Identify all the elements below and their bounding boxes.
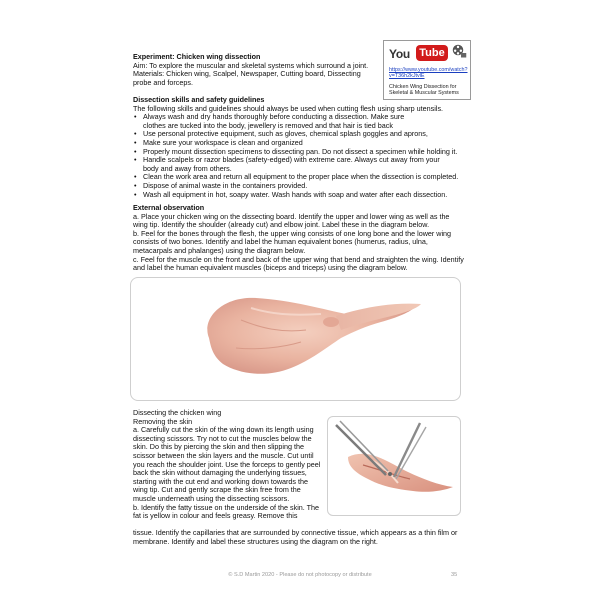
dissecting-subheading: Removing the skin xyxy=(133,416,193,426)
list-item: • Make sure your workspace is clean and organized xyxy=(133,139,473,148)
experiment-materials-line2: probe and forceps. xyxy=(133,77,193,87)
list-item: • Use personal protective equipment, such as gloves, chemical splash goggles and aprons, xyxy=(133,130,473,139)
external-para-b: b. Feel for the bones through the flesh, the upper wing consists of one long bone and the lower wing consists of two bones. Identify and label the human equivalent bones (humerus, radius, ulna, metacarpals and phalanges) using the diagram below. xyxy=(133,228,452,255)
list-item: • Clean the work area and return all equipment to the proper place when the dissection is completed. xyxy=(133,173,473,182)
skills-bullet-list xyxy=(133,113,473,199)
youtube-caption: Chicken Wing Dissection for Skeletal & Muscular Systems xyxy=(389,84,459,97)
page-number: 35 xyxy=(451,572,458,578)
list-item: • Handle scalpels or razor blades (safety-edged) with extreme care. Always cut away from your body and away from others. xyxy=(133,156,443,173)
dissecting-para-a: a. Carefully cut the skin of the wing down its length using dissecting scissors. Try not to cut the muscles below the skin. Do this by piercing the skin and then slipping the scissor between the skin layers and the muscle. Cut until you reach the shoulder joint. Use the forceps to gently peel back the skin without damaging the underlying tissues, starting with the cut end and working down towards the wing tip. Cut and gently scrape the skin free from the muscle underneath using the dissecting scissors. xyxy=(133,425,321,503)
external-para-c: c. Feel for the muscle on the front and back of the upper wing that bend and straighten the wing. Identify and label the human equivalent muscles (biceps and triceps) using the diagram below. xyxy=(133,254,464,273)
list-item: • Dispose of animal waste in the containers provided. xyxy=(133,182,473,191)
list-item: • Always wash and dry hands thoroughly before conducting a dissection. Make sure clothes are tucked into the body, jewellery is removed and that hair is tied back xyxy=(133,113,428,130)
youtube-video-card[interactable] xyxy=(383,40,471,100)
film-reel-icon xyxy=(452,44,467,59)
dissection-scissors-photo xyxy=(327,416,461,516)
experiment-section xyxy=(133,53,378,87)
dissecting-para-b-continued: tissue. Identify the capillaries that are surrounded by connective tissue, which appears as a thin film or membrane. Identify and label these structures using the diagram on the right. xyxy=(133,528,458,546)
dissecting-section xyxy=(133,409,321,521)
external-observation-section xyxy=(133,204,465,273)
skills-heading: Dissection skills and safety guidelines xyxy=(133,95,265,104)
footer-copyright: © S.D Martin 2020 - Please do not photocopy or distribute xyxy=(228,572,372,578)
dissecting-heading: Dissecting the chicken wing xyxy=(133,408,222,417)
chicken-wing-photo xyxy=(130,277,461,401)
external-para-a: a. Place your chicken wing on the dissecting board. Identify the upper and lower wing as well as the wing tip. Identify the shoulder (already cut) and elbow joint. Label these in the diagram below. xyxy=(133,211,450,230)
page-footer xyxy=(0,572,600,582)
list-item: • Wash all equipment in hot, soapy water. Wash hands with soap and water after each dissection. xyxy=(133,191,473,200)
skills-section xyxy=(133,96,473,199)
external-heading: External observation xyxy=(133,203,205,212)
list-item: • Properly mount dissection specimens to dissecting pan. Do not dissect a specimen while holding it. xyxy=(133,148,473,157)
youtube-link[interactable]: https://www.youtube.com/watch?v=T36h2kJtvlE xyxy=(389,67,468,80)
skills-intro: The following skills and guidelines should always be used when cutting flesh using sharp utensils. xyxy=(133,103,444,113)
dissecting-para-b-line1: b. Identify the fatty tissue on the underside of the skin. The fat is yellow in colour and feels greasy. Remove this xyxy=(133,502,320,521)
chicken-wing-image xyxy=(131,278,461,401)
experiment-materials-line1: Materials: Chicken wing, Scalpel, Newspaper, Cutting board, Dissecting xyxy=(133,69,361,79)
dissection-scissors-image xyxy=(328,417,461,516)
youtube-logo-tube: Tube xyxy=(416,45,448,61)
youtube-logo-you: You xyxy=(389,47,410,61)
experiment-title: Experiment: Chicken wing dissection xyxy=(133,52,261,61)
experiment-aim: Aim: To explore the muscular and skeletal systems which surround a joint. xyxy=(133,60,369,70)
